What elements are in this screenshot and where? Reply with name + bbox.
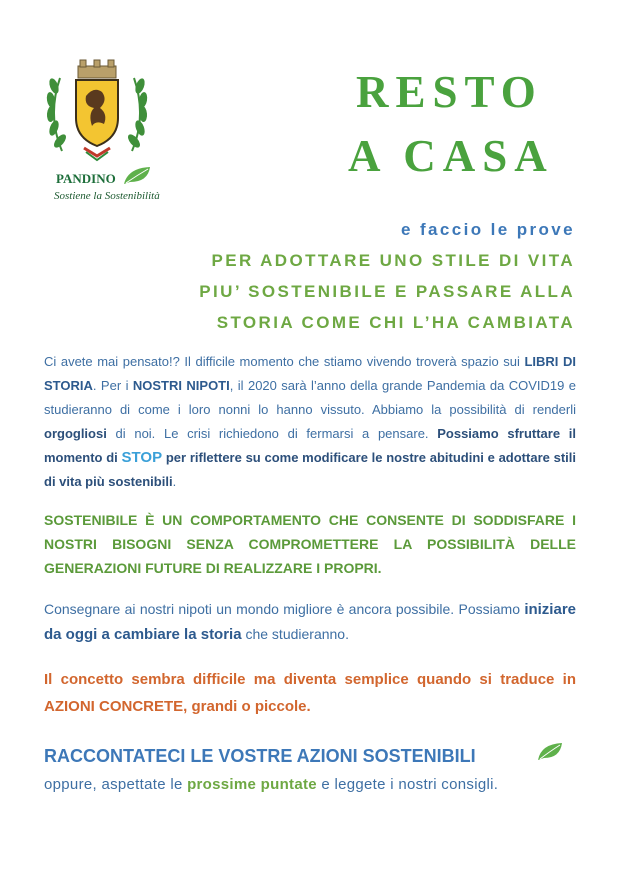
highlight-orgogliosi: orgogliosi (44, 426, 107, 441)
text: , il 2020 sarà l’anno della grande Pandemia da COVID19 e studieranno di come i loro nonni lo hanno vissuto. Abbiamo la possibilità di renderli (44, 378, 577, 417)
org-name: PANDINO (56, 171, 116, 186)
bold-text: Possiamo sfruttare il momento di (44, 426, 576, 465)
ribbon-icon (84, 148, 110, 160)
bold-text: per riflettere su come modificare le nostre abitudini e adottare stili di vita più sostenibili (44, 450, 576, 489)
text: e leggete i nostri consigli. (316, 776, 499, 793)
highlight-cambiare-la-storia: iniziare da oggi a cambiare la storia (44, 601, 576, 643)
text: Consegnare ai nostri nipoti un mondo migliore è ancora possibile. Possiamo (44, 601, 525, 617)
concrete-actions-paragraph: Il concetto sembra difficile ma diventa semplice quando si traduce in AZIONI CONCRETE, grandi o piccole. (44, 671, 576, 715)
org-tagline: Sostiene la Sostenibilità (54, 190, 160, 202)
crown-icon (78, 60, 116, 78)
text: Ci avete mai pensato!? Il difficile momento che stiamo vivendo troverà spazio sui (44, 354, 525, 369)
subtitle-line-1: e faccio le prove (400, 220, 575, 239)
text: oppure, aspettate le (44, 776, 188, 793)
highlight-stop: STOP (121, 449, 163, 466)
future-paragraph (44, 597, 576, 647)
subtitle-line-2: PER ADOTTARE UNO STILE DI VITA (211, 251, 575, 270)
leaf-icon (536, 740, 564, 762)
title-line-2: A CASA (348, 131, 554, 181)
text: . (172, 474, 177, 489)
cta-heading: RACCONTATECI LE VOSTRE AZIONI SOSTENIBILI (44, 746, 476, 766)
intro-paragraph (44, 350, 576, 494)
subtitle-line-4: STORIA COME CHI L’HA CAMBIATA (216, 313, 575, 332)
subtitle-line-3: PIU’ SOSTENIBILE E PASSARE ALLA (199, 282, 575, 301)
text: di noi. Le crisi richiedono di fermarsi a pensare. (106, 426, 438, 441)
coat-of-arms-logo (42, 56, 152, 166)
text: . Per i (92, 378, 133, 393)
definition-paragraph: SOSTENIBILE È UN COMPORTAMENTO CHE CONSENTE DI SODDISFARE I NOSTRI BISOGNI SENZA COMPROMETTERE LA POSSIBILITÀ DELLE GENERAZIONI FUTURE DI REALIZZARE I PROPRI. (44, 512, 576, 576)
leaf-icon (122, 164, 154, 186)
highlight-nostri-nipoti: NOSTRI NIPOTI (132, 378, 230, 393)
cta-text (44, 776, 498, 793)
text: che studieranno. (241, 626, 349, 642)
highlight-libri-di-storia: LIBRI DI STORIA (44, 354, 576, 393)
highlight-prossime-puntate: prossime puntate (187, 776, 317, 793)
title-line-1: RESTO (356, 67, 543, 117)
shield-icon (76, 80, 118, 146)
